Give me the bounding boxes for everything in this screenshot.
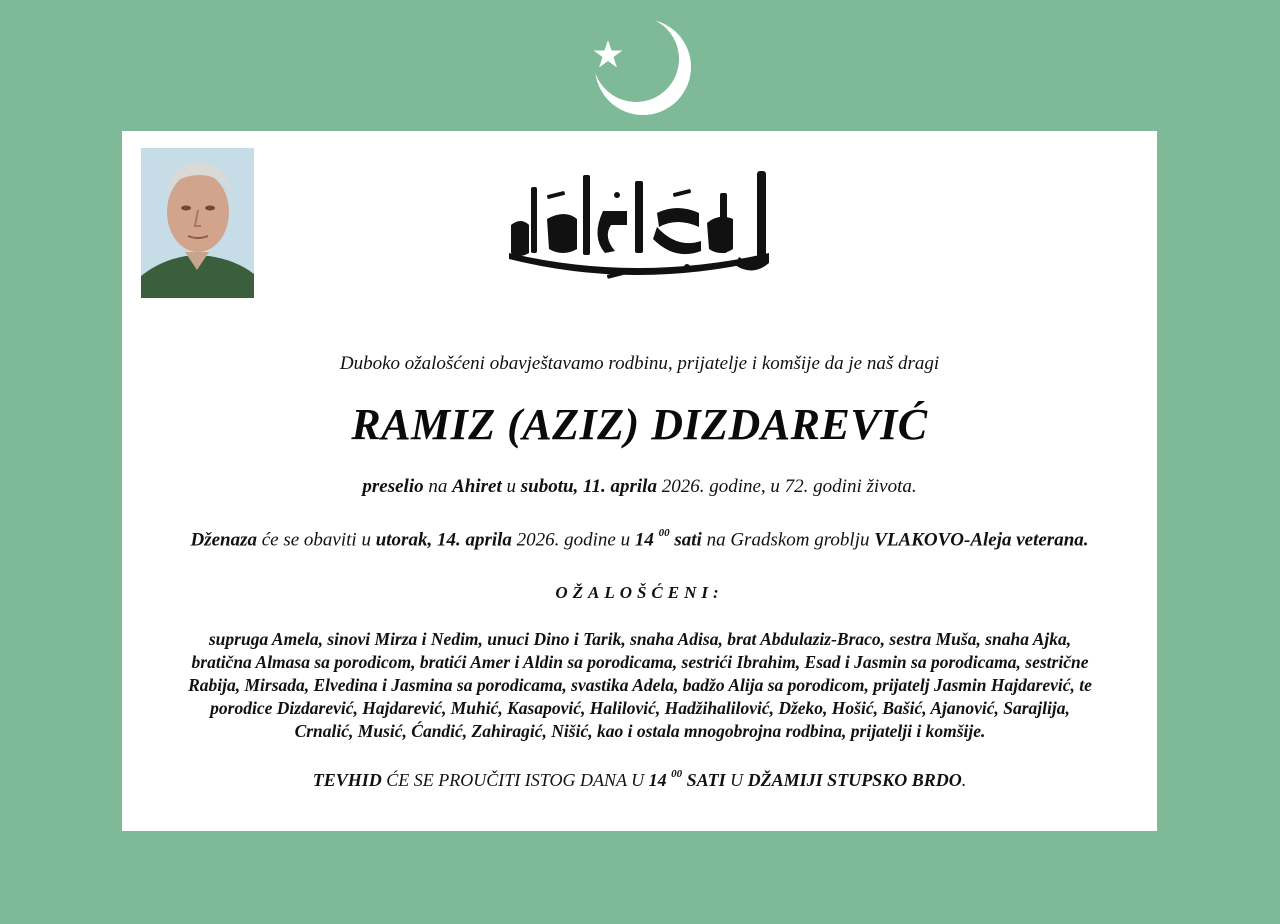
mourners-line: Rabija, Mirsada, Elvedina i Jasmina sa porodicama, svastika Adela, badžo Alija sa porodicom, prijatelj Jasmin Hajdarević, te bbox=[188, 675, 1092, 695]
deceased-name: RAMIZ (AZIZ) DIZDAREVIĆ bbox=[351, 400, 928, 449]
mourners-line: bratična Almasa sa porodicom, bratići Amer i Aldin sa porodicama, sestrići Ibrahim, Esad i Jasmin sa porodicama, sestrične bbox=[191, 652, 1089, 672]
funeral-notice: Dženaza će se obaviti u utorak, 14. aprila 2026. godine u 14 $^{00}$ sati na Gradskom groblju VLAKOVO-Aleja veterana. bbox=[190, 527, 1089, 551]
mourners-line: porodice Dizdarević, Hajdarević, Muhić, Kasapović, Halilović, Hadžihalilović, Džeko, Hošić, Bašić, Ajanović, Sarajlija, bbox=[210, 698, 1070, 718]
obituary-card bbox=[122, 131, 1157, 831]
crescent-star-icon bbox=[585, 14, 695, 122]
arabic-calligraphy bbox=[507, 153, 782, 293]
tevhid-notice: TEVHID ĆE SE PROUČITI ISTOG DANA U 14 $^{00}$ SATI U DŽAMIJI STUPSKO BRDO. bbox=[312, 768, 967, 790]
mourners-heading: OŽALOŠĆENI: bbox=[555, 583, 724, 602]
mourners-line: Crnalić, Musić, Ćandić, Zahiragić, Nišić, kao i ostala mnogobrojna rodbina, prijatelji i komšije. bbox=[294, 721, 986, 741]
mourners-list bbox=[140, 628, 1140, 743]
deceased-photo bbox=[141, 148, 254, 298]
mourners-line: supruga Amela, sinovi Mirza i Nedim, unuci Dino i Tarik, snaha Adisa, brat Abdulaziz-Braco, sestra Muša, snaha Ajka, bbox=[208, 629, 1072, 649]
passing-notice: preselio na Ahiret u subotu, 11. aprila 2026. godine, u 72. godini života. bbox=[362, 476, 917, 497]
intro-text: Duboko ožalošćeni obavještavamo rodbinu, prijatelje i komšije da je naš dragi bbox=[339, 353, 940, 374]
